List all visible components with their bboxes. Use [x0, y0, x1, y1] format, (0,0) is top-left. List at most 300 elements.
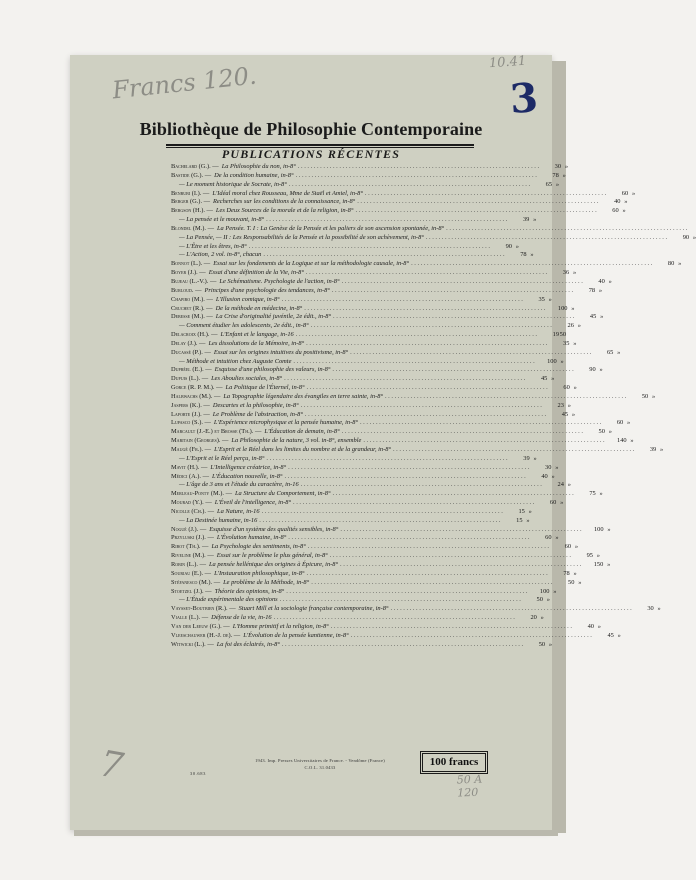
- entry-author: Laporte (J.). —: [171, 410, 210, 418]
- entry-price-cents: »: [560, 499, 564, 507]
- list-item: [171, 322, 581, 331]
- list-item: [171, 233, 696, 243]
- entry-price-cents: »: [608, 277, 612, 285]
- entry-price: 50: [536, 596, 543, 604]
- list-item: [171, 357, 564, 367]
- entry-price-cents: »: [574, 543, 579, 551]
- list-item: [171, 552, 600, 561]
- leader-dots: [293, 358, 534, 367]
- imprint-line: 1943. Imp. Presses Universitaires de France. - Vendôme (France): [255, 758, 385, 763]
- entry-title: La Philosophie de la nature, 3 vol. in-8°, ensemble: [231, 437, 362, 445]
- entry-price: 50: [598, 428, 605, 436]
- entry-author: Halbwachs (M.). —: [171, 392, 221, 400]
- entry-title: Stuart Mill et la sociologie française contemporaine, in-8°: [238, 605, 389, 613]
- entry-price-cents: »: [555, 463, 559, 471]
- entry-price: 35: [538, 295, 545, 303]
- entry-author: Bergson (H.). —: [171, 207, 213, 215]
- entry-price: 30: [554, 163, 562, 170]
- entry-price: 75: [589, 490, 596, 498]
- entry-title: Le Problème de l'abstraction, in-8°: [212, 410, 303, 418]
- leader-dots: [266, 455, 507, 464]
- leader-dots: [293, 499, 534, 508]
- entry-title: L'Homme primitif et la religion, in-8°: [232, 622, 329, 630]
- entry-title: Les Aboulies sociales, in-8°: [211, 375, 283, 383]
- list-item: [171, 410, 576, 420]
- entry-price-cents: »: [533, 216, 537, 224]
- entry-price: 60: [549, 499, 557, 507]
- entry-price: 39: [523, 454, 530, 462]
- entry-author: Delacroix (H.). —: [171, 331, 218, 339]
- entry-price-cents: »: [607, 525, 611, 533]
- entry-title: — L'Étude expérimentale des opinions: [179, 596, 278, 604]
- list-item: [171, 392, 656, 402]
- leader-dots: [330, 552, 571, 561]
- list-item: [171, 560, 611, 570]
- entry-price: 26: [567, 322, 574, 330]
- pencil-price-note: Francs 120.: [110, 61, 258, 105]
- list-item: [171, 348, 621, 358]
- entry-price: 50: [641, 392, 649, 400]
- entry-price-cents: »: [678, 260, 682, 268]
- list-item: [171, 631, 621, 641]
- entry-author: Bastide (G.). —: [171, 171, 212, 179]
- entry-price: 60: [564, 543, 572, 551]
- leader-dots: [311, 579, 552, 588]
- list-item: [171, 401, 571, 411]
- title-rule: [166, 144, 474, 146]
- entry-price: 40: [598, 277, 605, 285]
- entry-author: Riveline (M.). —: [171, 552, 214, 560]
- entry-price-cents: »: [624, 198, 628, 206]
- entry-price: 78: [563, 569, 570, 577]
- entry-price: 100: [547, 357, 557, 365]
- list-item: [171, 366, 603, 375]
- entry-author: Berger (G.). —: [171, 198, 211, 206]
- leader-dots: [286, 588, 527, 597]
- list-item: [171, 286, 603, 296]
- entry-price-cents: »: [555, 534, 559, 542]
- entry-author: Nicolle (Ch.). —: [171, 507, 215, 515]
- list-item: [171, 516, 530, 526]
- list-item: [171, 534, 559, 543]
- list-item: [171, 242, 519, 252]
- entry-price: 100: [539, 587, 550, 595]
- leader-dots: [306, 340, 547, 349]
- entry-author: Cruchet (R.). —: [171, 304, 213, 312]
- entry-title: L'Évolution de la pensée kantienne, in-8°: [243, 631, 349, 639]
- entry-title: Défense de la vie, in-16: [211, 614, 272, 622]
- list-item: [171, 640, 553, 650]
- leader-dots: [342, 428, 583, 437]
- entry-author: Jaspers (K.). —: [171, 401, 210, 409]
- list-item: [171, 569, 577, 579]
- series-title: Bibliothèque de Philosophie Contemporaine: [139, 119, 483, 139]
- entry-author: Ducassé (P.). —: [171, 348, 211, 356]
- entry-title: L'Évolution humaine, in-8°: [216, 534, 287, 542]
- entry-author: Mavit (H.). —: [171, 463, 208, 471]
- entry-title: L'Enfant et le langage, in-16: [220, 331, 294, 339]
- entry-price-cents: »: [573, 384, 577, 392]
- entry-author: Debesse (M.). —: [171, 313, 213, 321]
- entry-price: 50: [568, 578, 575, 586]
- entry-price-cents: »: [617, 631, 621, 639]
- list-item: [171, 622, 601, 632]
- pencil-code-note: 10.41: [488, 53, 527, 72]
- entry-title: Théorie des opinions, in-8°: [214, 587, 285, 595]
- entry-title: La pensée hellénique des origines à Épicure, in-8°: [208, 560, 339, 568]
- entry-price: 45: [607, 631, 614, 639]
- leader-dots: [411, 260, 652, 269]
- entry-title: De la méthode en médecine, in-8°: [215, 304, 303, 312]
- leader-dots: [331, 623, 572, 632]
- entry-title: De la condition humaine, in-8°: [214, 171, 294, 179]
- leader-dots: [263, 251, 504, 260]
- leader-dots: [357, 198, 598, 207]
- entry-author: Maritain (Georges). —: [171, 437, 229, 445]
- entry-title: La Structure du Comportement, in-8°: [234, 490, 331, 498]
- entry-title: La Nature, in-16: [217, 507, 260, 515]
- entry-price-cents: »: [548, 640, 553, 648]
- entry-title: — La Destinée humaine, in-16: [179, 516, 258, 524]
- entry-title: La Topographie légendaire des évangiles en terre sainte, in-8°: [223, 392, 383, 400]
- book-cover: [70, 53, 696, 830]
- price-box: 100 francs: [422, 753, 486, 772]
- entry-price-cents: »: [600, 313, 604, 321]
- list-item: [171, 605, 661, 614]
- leader-dots: [296, 331, 537, 340]
- entry-price: 60: [612, 207, 619, 215]
- entry-price: 65: [606, 348, 614, 356]
- entry-title: Descartes et la philosophie, in-8°: [212, 401, 299, 409]
- imprint-line: C.O.L. 31.0433: [304, 765, 336, 770]
- entry-title: La Politique de l'Éternel, in-8°: [225, 384, 305, 392]
- list-item: [171, 481, 571, 490]
- list-item: [171, 180, 560, 190]
- entry-author: Souriau (E.). —: [171, 569, 212, 577]
- list-item: [171, 446, 664, 455]
- entry-price-cents: »: [571, 410, 576, 418]
- leader-dots: [289, 181, 530, 190]
- entry-price-cents: 50: [559, 331, 567, 339]
- list-item: [171, 260, 682, 269]
- entry-title: Recherches sur les conditions de la connaissance, in-8°: [213, 198, 356, 206]
- list-item: [171, 269, 577, 278]
- entry-author: Witwicki (L.). —: [171, 640, 214, 648]
- entry-title: Le Schématisme. Psychologie de l'action, in-8°: [219, 277, 340, 285]
- entry-price: 45: [589, 313, 597, 321]
- leader-dots: [332, 366, 573, 375]
- entry-author: Nogué (J.). —: [171, 525, 207, 533]
- section-heading: PUBLICATIONS RÉCENTES: [221, 147, 401, 161]
- entry-price-cents: »: [546, 596, 550, 604]
- entry-title: Essai sur le problème le plus général, in-8°: [216, 552, 328, 560]
- entry-price: 80: [667, 260, 675, 268]
- entry-price-cents: »: [630, 437, 634, 445]
- leader-dots: [305, 411, 546, 420]
- entry-price: 30: [545, 463, 552, 471]
- entry-title: L'Instauration philosophique, in-8°: [214, 569, 305, 577]
- entry-price: 78: [588, 286, 596, 294]
- entry-author: Merleau-Ponty (M.). —: [171, 490, 232, 498]
- leader-dots: [259, 517, 500, 526]
- entry-price-cents: »: [526, 516, 530, 524]
- entry-author: Burloud. —: [171, 286, 202, 294]
- entry-title: L'Intelligence créatrice, in-8°: [210, 463, 287, 471]
- entry-title: Essai sur les origines intuitives du positivisme, in-8°: [213, 348, 349, 356]
- leader-dots: [340, 561, 581, 570]
- leader-dots: [351, 632, 592, 641]
- leader-dots: [296, 172, 537, 181]
- entry-price: 23: [557, 401, 564, 409]
- entry-price: 15: [518, 507, 525, 515]
- list-item: [171, 163, 569, 172]
- entry-price-cents: »: [660, 446, 664, 453]
- entry-price: 40: [614, 198, 621, 206]
- entry-title: — Comment étudier les adolescents, 2e édit., in-8°: [179, 322, 309, 330]
- entry-author: Bujeau (L.-V.). —: [171, 277, 217, 285]
- entry-price: 60: [563, 384, 570, 392]
- entry-price: 140: [617, 437, 627, 445]
- list-item: [171, 225, 493, 234]
- leader-dots: [385, 393, 626, 402]
- entry-title: L'Idéal moral chez Rousseau, Mme de Staël et Amiel, in-8°: [212, 189, 363, 197]
- list-item: [171, 295, 552, 305]
- entry-author: Benrubi (I.). —: [171, 189, 210, 197]
- entry-price: 45: [561, 410, 569, 418]
- leader-dots: [266, 216, 507, 225]
- entry-price-cents: »: [548, 295, 552, 303]
- leader-dots: [284, 473, 525, 482]
- list-item: [171, 384, 577, 393]
- entry-author: Maugé (Fr.). —: [171, 446, 212, 453]
- leader-dots: [390, 605, 631, 614]
- leader-dots: [249, 243, 490, 252]
- entry-price-cents: »: [553, 587, 557, 595]
- entry-price: 78: [520, 251, 527, 259]
- list-item: [171, 437, 634, 446]
- entry-price: 90: [505, 242, 512, 250]
- entry-price-cents: »: [528, 507, 532, 515]
- entry-author: Dupréel (E.). —: [171, 366, 212, 374]
- entry-title: — L'Action, 2 vol. in-8°, chacun: [179, 251, 262, 259]
- entry-author: Mourad (Y.). —: [171, 499, 212, 507]
- entry-author: Vialle (L.). —: [171, 614, 209, 622]
- list-item: [171, 499, 564, 508]
- printer-imprint: [220, 757, 420, 771]
- leader-dots: [333, 313, 574, 322]
- leader-dots: [282, 641, 523, 650]
- list-item: [171, 507, 532, 517]
- list-item: [171, 304, 575, 314]
- list-item: [171, 419, 631, 428]
- entry-price: 36: [562, 269, 570, 277]
- entry-price-cents: »: [567, 481, 571, 489]
- entry-price: 90: [589, 366, 596, 374]
- entry-author: Blondel (M.). —: [171, 224, 214, 232]
- entry-price-cents: »: [599, 366, 603, 374]
- entry-author: Stoetzel (J.). —: [171, 587, 212, 595]
- list-item: [171, 454, 537, 464]
- entry-price: 19: [552, 331, 560, 339]
- list-item: [171, 277, 612, 287]
- list-item: [171, 375, 555, 384]
- entry-author: Ribot (Th.). —: [171, 543, 209, 551]
- list-item: [171, 313, 604, 322]
- entry-price: 24: [557, 481, 564, 489]
- entry-price: 39: [522, 216, 530, 224]
- leader-dots: [280, 596, 521, 605]
- entry-title: L'Illusion comique, in-8°: [215, 295, 280, 303]
- entry-title: L'Éducation nouvelle, in-8°: [212, 472, 283, 480]
- leader-dots: [426, 234, 667, 243]
- entry-title: — L'Esprit et le Réel perçu, in-8°: [179, 454, 265, 462]
- entry-title: L'Esprit et le Réel dans les limites du nombre et de la grandeur, in-8°: [214, 446, 391, 453]
- entry-price-cents: »: [567, 401, 571, 409]
- entry-author: Bonnot (L.). —: [171, 260, 211, 268]
- list-item: [171, 614, 544, 623]
- entry-price: 50: [538, 640, 546, 648]
- entry-price-cents: »: [573, 569, 577, 577]
- entry-author: Gorce (R. P. M.). —: [171, 384, 223, 392]
- entry-price-cents: »: [617, 348, 621, 356]
- entry-title: L'Expérience microphysique et la pensée humaine, in-8°: [213, 419, 358, 427]
- list-item: [171, 171, 566, 181]
- list-item: [171, 463, 559, 473]
- leader-dots: [306, 269, 547, 278]
- entry-title: — La pensée et le mouvant, in-8°: [179, 216, 265, 224]
- entry-price: 100: [593, 525, 604, 533]
- list-item: [171, 578, 582, 588]
- leader-dots: [311, 322, 552, 331]
- entry-price-cents: »: [598, 286, 603, 294]
- entry-price: 39: [649, 446, 657, 453]
- entry-price-cents: »: [564, 163, 569, 170]
- list-item: [171, 596, 550, 605]
- entry-price-cents: »: [596, 552, 600, 560]
- leader-dots: [332, 287, 573, 296]
- entry-price-cents: »: [597, 622, 601, 630]
- entry-price: 35: [563, 339, 570, 347]
- leader-dots: [355, 207, 596, 216]
- entry-author: Przyluski (J.). —: [171, 534, 214, 542]
- entry-price-cents: »: [533, 454, 537, 462]
- leader-dots: [298, 163, 539, 172]
- list-item: [171, 251, 534, 260]
- entry-author: Vleeschauwer (H.-J. de). —: [171, 631, 241, 639]
- leader-dots: [306, 570, 547, 579]
- entry-price-cents: »: [599, 490, 603, 498]
- cover-bottom-edge: [74, 830, 558, 836]
- entry-price: 60: [616, 419, 624, 427]
- entry-title: — L'Être et les êtres, in-8°: [179, 242, 247, 250]
- entry-price: 60: [545, 534, 552, 542]
- leader-dots: [304, 305, 545, 314]
- entry-price-cents: »: [652, 392, 656, 400]
- leader-dots: [301, 481, 542, 490]
- leader-dots: [342, 278, 583, 287]
- entry-title: Essai sur les fondements de la Logique et sur la méthodologie causale, in-8°: [213, 260, 410, 268]
- entry-price-cents: »: [657, 605, 661, 613]
- entry-price-cents: »: [562, 171, 566, 179]
- entry-price-cents: »: [631, 189, 636, 197]
- leader-dots: [340, 526, 581, 535]
- list-item: [171, 543, 579, 552]
- entry-price: 65: [545, 180, 553, 188]
- entry-author: Boyer (J.). —: [171, 269, 206, 277]
- entry-title: La foi des éclairés, in-8°: [216, 640, 280, 648]
- entry-price-cents: »: [608, 428, 612, 436]
- entry-price-cents: »: [555, 180, 560, 188]
- entry-title: Esquisse d'une philosophie des valeurs, in-8°: [214, 366, 331, 374]
- entry-price-cents: »: [572, 269, 577, 277]
- entry-title: L'Éducation de demain, in-8°: [264, 428, 340, 436]
- inventory-number: 3: [508, 74, 540, 123]
- entry-author: Médici (A.). —: [171, 472, 209, 480]
- entry-title: — L'âge de 3 ans et l'étude du caractère, in-16: [179, 481, 299, 489]
- entry-price: 100: [557, 304, 568, 312]
- leader-dots: [288, 534, 529, 543]
- entry-author: Stéfanesco (M.). —: [171, 578, 221, 586]
- entry-title: Principes d'une psychologie des tendances, in-8°: [204, 286, 330, 294]
- entry-price-cents: »: [577, 322, 581, 330]
- entry-author: Vaysset-Boutbien (R.). —: [171, 605, 236, 613]
- list-item: [171, 490, 603, 499]
- leader-dots: [365, 190, 606, 199]
- list-item: [171, 331, 567, 340]
- entry-author: Chapiro (M.). —: [171, 295, 213, 303]
- leader-dots: [262, 508, 503, 517]
- entry-title: La Crise d'originalité juvénile, 2e édit., in-8°: [215, 313, 332, 321]
- entry-title: L'Éveil de l'intelligence, in-8°: [214, 499, 292, 507]
- entry-title: Les dissolutions de la Mémoire, in-8°: [208, 339, 305, 347]
- entry-author: Lupasco (S.). —: [171, 419, 211, 427]
- entry-title: Essai d'une définition de la Vie, in-8°: [208, 269, 304, 277]
- entry-title: La Pensée. T. I : La Genèse de la Pensée et les paliers de son ascension spontanée, in-8°: [216, 224, 445, 232]
- entry-author: Robin (L.). —: [171, 560, 206, 568]
- entry-title: Les Deux Sources de la morale et de la religion, in-8°: [215, 207, 354, 215]
- entry-title: Esquisse d'un système des qualités sensibles, in-8°: [209, 525, 339, 533]
- leader-dots: [274, 614, 515, 623]
- entry-price-cents: »: [540, 614, 544, 622]
- leader-dots: [350, 349, 591, 358]
- entry-price: 60: [621, 189, 629, 197]
- entry-price: 45: [540, 375, 548, 383]
- leader-dots: [308, 543, 549, 552]
- leader-dots: [284, 375, 525, 384]
- entry-title: — Méthode et intuition chez Auguste Comte: [179, 357, 292, 365]
- list-item: [171, 207, 626, 216]
- list-item: [171, 428, 612, 437]
- catalog-number: 30.683: [190, 771, 206, 776]
- entry-price: 150: [593, 560, 604, 568]
- list-item: [171, 189, 636, 199]
- entry-author: Delay (J.). —: [171, 339, 206, 347]
- entry-author: Marcault (J.-E.) et Brosse (Th.). —: [171, 428, 262, 436]
- entry-author: Bachelard (G.). —: [171, 163, 219, 170]
- entry-title: La Psychologie des sentiments, in-8°: [211, 543, 306, 551]
- pencil-mark: 7: [96, 743, 127, 788]
- entry-price-cents: »: [692, 233, 696, 241]
- entry-price-cents: »: [560, 357, 564, 365]
- entry-price: 15: [516, 516, 523, 524]
- list-item: [171, 472, 555, 482]
- pencil-lower-note: 50 A 120: [456, 772, 482, 800]
- list-item: [171, 339, 577, 349]
- entry-price-cents: »: [578, 578, 582, 586]
- list-item: [171, 198, 628, 207]
- entry-title: — Le moment historique de Socrate, in-8°: [179, 180, 287, 188]
- leader-dots: [360, 419, 601, 428]
